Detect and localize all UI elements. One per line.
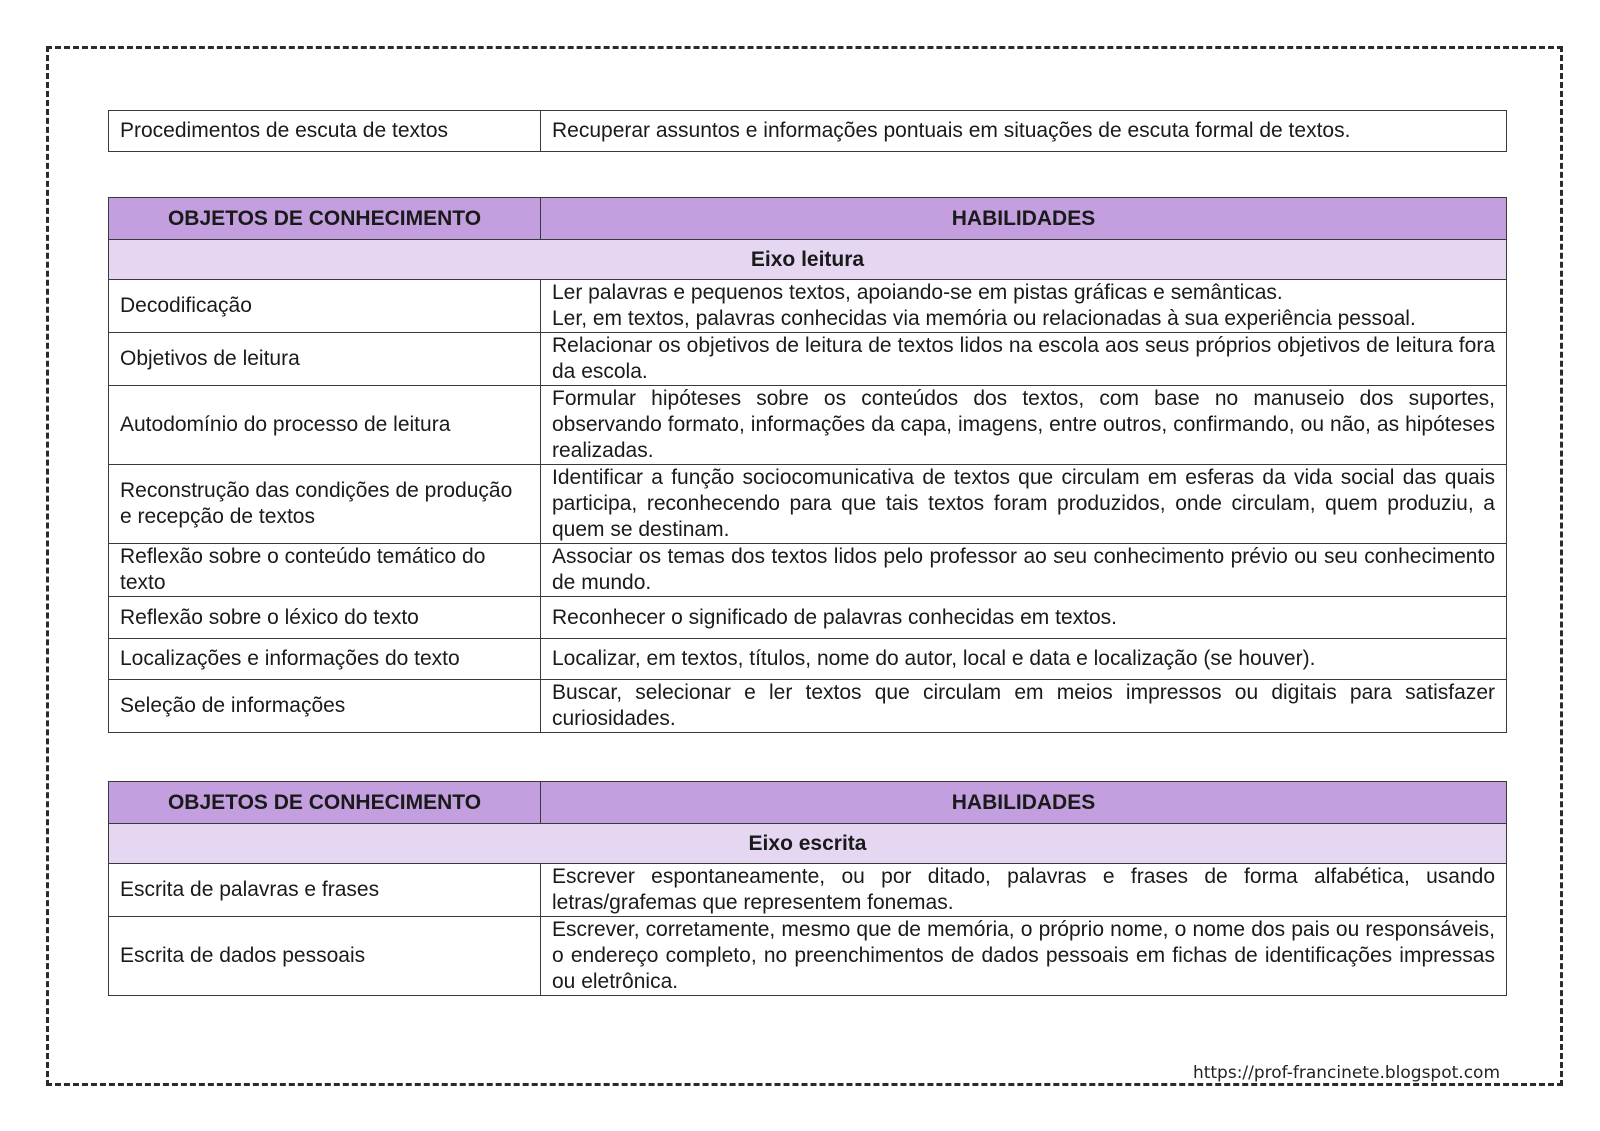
header-skills: HABILIDADES — [541, 782, 1507, 824]
skill-cell — [541, 280, 1507, 333]
reading-axis-table — [108, 197, 1507, 733]
skill-cell: Escrever espontaneamente, ou por ditado, palavras e frases de forma alfabética, usando letras/grafemas que representem fonemas. — [541, 864, 1507, 917]
table-row — [109, 597, 1507, 639]
object-cell: Objetivos de leitura — [109, 333, 541, 386]
skill-cell: Escrever, corretamente, mesmo que de memória, o próprio nome, o nome dos pais ou responsáveis, o endereço completo, no preenchimentos de dados pessoais em fichas de identificações impressas ou eletrônica. — [541, 917, 1507, 996]
object-cell: Reflexão sobre o conteúdo temático do texto — [109, 544, 541, 597]
header-objects: OBJETOS DE CONHECIMENTO — [109, 198, 541, 240]
axis-row — [109, 824, 1507, 864]
table-row — [109, 465, 1507, 544]
object-cell: Escrita de dados pessoais — [109, 917, 541, 996]
table-row — [109, 386, 1507, 465]
skill-line: Ler palavras e pequenos textos, apoiando-se em pistas gráficas e semânticas. — [552, 281, 1283, 304]
axis-title: Eixo leitura — [109, 240, 1507, 280]
skill-cell: Associar os temas dos textos lidos pelo professor ao seu conhecimento prévio ou seu conhecimento de mundo. — [541, 544, 1507, 597]
header-objects: OBJETOS DE CONHECIMENTO — [109, 782, 541, 824]
skill-cell: Relacionar os objetivos de leitura de textos lidos na escola aos seus próprios objetivos de leitura fora da escola. — [541, 333, 1507, 386]
skill-line: Ler, em textos, palavras conhecidas via memória ou relacionadas à sua experiência pessoal. — [552, 307, 1416, 330]
table-header-row — [109, 198, 1507, 240]
object-cell: Reflexão sobre o léxico do texto — [109, 597, 541, 639]
object-cell: Reconstrução das condições de produção e recepção de textos — [109, 465, 541, 544]
intro-table — [108, 110, 1507, 152]
skill-cell: Buscar, selecionar e ler textos que circulam em meios impressos ou digitais para satisfazer curiosidades. — [541, 680, 1507, 733]
header-skills: HABILIDADES — [541, 198, 1507, 240]
axis-title: Eixo escrita — [109, 824, 1507, 864]
table-row — [109, 333, 1507, 386]
object-cell: Localizações e informações do texto — [109, 639, 541, 680]
skill-cell: Identificar a função sociocomunicativa de textos que circulam em esferas da vida social das quais participa, reconhecendo para que tais textos foram produzidos, onde circulam, quem produziu, a quem se destinam. — [541, 465, 1507, 544]
object-cell: Autodomínio do processo de leitura — [109, 386, 541, 465]
object-cell: Decodificação — [109, 280, 541, 333]
object-cell: Seleção de informações — [109, 680, 541, 733]
skill-cell: Localizar, em textos, títulos, nome do autor, local e data e localização (se houver). — [541, 639, 1507, 680]
object-cell: Procedimentos de escuta de textos — [109, 111, 541, 152]
table-row — [109, 639, 1507, 680]
table-row — [109, 111, 1507, 152]
table-row — [109, 544, 1507, 597]
skill-cell: Formular hipóteses sobre os conteúdos dos textos, com base no manuseio dos suportes, observando formato, informações da capa, imagens, entre outros, confirmando, ou não, as hipóteses realizadas. — [541, 386, 1507, 465]
writing-axis-table — [108, 781, 1507, 996]
skill-cell: Recuperar assuntos e informações pontuais em situações de escuta formal de textos. — [541, 111, 1507, 152]
axis-row — [109, 240, 1507, 280]
table-row — [109, 864, 1507, 917]
object-cell: Escrita de palavras e frases — [109, 864, 541, 917]
skill-cell: Reconhecer o significado de palavras conhecidas em textos. — [541, 597, 1507, 639]
table-header-row — [109, 782, 1507, 824]
footer-url[interactable]: https://prof-francinete.blogspot.com — [1192, 1063, 1500, 1083]
table-row — [109, 680, 1507, 733]
table-row — [109, 280, 1507, 333]
table-row — [109, 917, 1507, 996]
